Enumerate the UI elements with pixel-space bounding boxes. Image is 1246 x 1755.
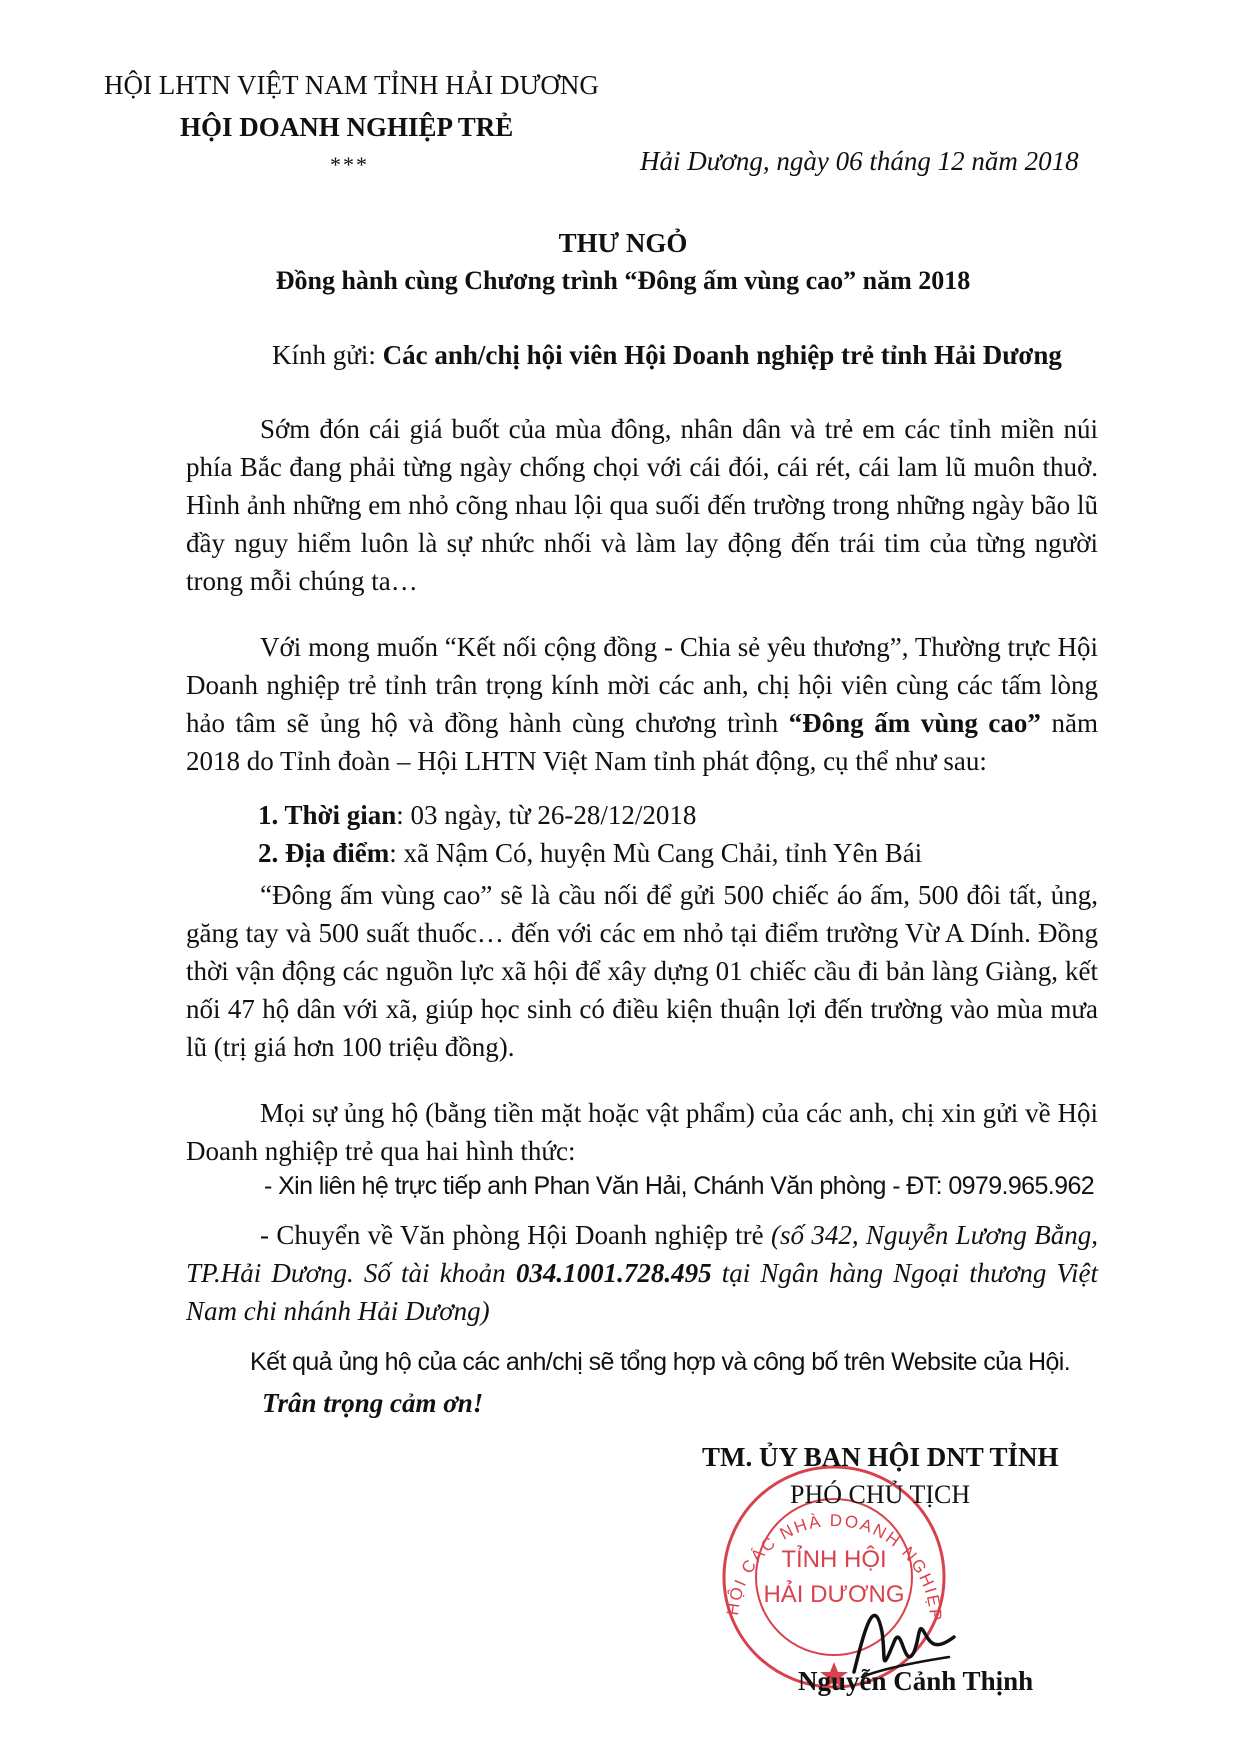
program-name: “Đông ấm vùng cao”: [788, 708, 1041, 738]
contact-line: - Xin liên hệ trực tiếp anh Phan Văn Hải, Chánh Văn phòng - ĐT: 0979.965.962: [264, 1172, 1095, 1200]
seal-center-line-1: TỈNH HỘI: [781, 1546, 887, 1573]
recipient-value: Các anh/chị hội viên Hội Doanh nghiệp trẻ tỉnh Hải Dương: [382, 340, 1062, 370]
place-value: : xã Nậm Có, huyện Mù Cang Chải, tỉnh Yên Bái: [389, 838, 923, 868]
transfer-address: (số 342, Nguyễn Lương Bằng, TP.Hải Dương. Số tài khoản: [186, 1220, 1098, 1288]
org-line-2: HỘI DOANH NGHIỆP TRẺ: [180, 112, 514, 142]
time-label: 1. Thời gian: [258, 800, 397, 830]
signer-name: Nguyễn Cảnh Thịnh: [798, 1666, 1034, 1696]
transfer-bank: tại Ngân hàng Ngoại thương Việt Nam chi nhánh Hải Dương): [186, 1258, 1098, 1326]
time-item: [258, 800, 696, 831]
paragraph-invitation: [186, 628, 1098, 780]
result-line: Kết quả ủng hộ của các anh/chị sẽ tổng hợp và công bố trên Website của Hội.: [250, 1348, 1071, 1376]
letter-subtitle: Đồng hành cùng Chương trình “Đông ấm vùng cao” năm 2018: [275, 266, 971, 295]
transfer-text: - Chuyển về Văn phòng Hội Doanh nghiệp trẻ: [260, 1220, 771, 1250]
paragraph-intro: Sớm đón cái giá buốt của mùa đông, nhân dân và trẻ em các tỉnh miền núi phía Bắc đang phải từng ngày chống chọi với cái đói, cái rét, cái lam lũ muôn thuở. Hình ảnh những em nhỏ cõng nhau lội qua suối đến trường trong những ngày bão lũ đầy nguy hiểm luôn là sự nhức nhối và làm lay động đến trái tim của từng người trong mỗi chúng ta…: [186, 414, 1098, 596]
recipient-label: Kính gửi:: [272, 340, 383, 370]
place-label: 2. Địa điểm: [258, 838, 390, 868]
paragraph-transfer: [186, 1216, 1098, 1330]
thanks-line: Trân trọng cảm ơn!: [262, 1388, 484, 1418]
paragraph-details: “Đông ấm vùng cao” sẽ là cầu nối để gửi 500 chiếc áo ấm, 500 đôi tất, ủng, găng tay và 500 suất thuốc… đến với các em nhỏ tại điểm trường Vừ A Dính. Đồng thời vận động các nguồn lực xã hội để xây dựng 01 chiếc cầu đi bản làng Giàng, kết nối 47 hộ dân với xã, giúp học sinh có điều kiện thuận lợi đến trường vào mùa mưa lũ (trị giá hơn 100 triệu đồng).: [186, 880, 1098, 1062]
place-item: [258, 838, 922, 869]
recipient-line: [272, 340, 1062, 371]
signature-title: PHÓ CHỦ TỊCH: [790, 1480, 971, 1509]
header-stars: ***: [330, 152, 369, 177]
seal-ring-text: HỘI CÁC NHÀ DOANH NGHIỆP: [723, 1510, 946, 1623]
signature-org: TM. ỦY BAN HỘI DNT TỈNH: [702, 1442, 1059, 1472]
seal-center-line-2: HẢI DƯƠNG: [763, 1581, 905, 1608]
time-value: : 03 ngày, từ 26-28/12/2018: [396, 800, 697, 830]
letter-date: Hải Dương, ngày 06 tháng 12 năm 2018: [640, 146, 1079, 176]
invitation-text-b: năm 2018 do Tỉnh đoàn – Hội LHTN Việt Nam tỉnh phát động, cụ thể như sau:: [186, 708, 1098, 776]
letter-title: THƯ NGỎ: [558, 228, 688, 258]
account-number: 034.1001.728.495: [515, 1258, 712, 1288]
paragraph-donation: Mọi sự ủng hộ (bằng tiền mặt hoặc vật phẩm) của các anh, chị xin gửi về Hội Doanh nghiệp trẻ qua hai hình thức:: [186, 1098, 1098, 1166]
org-line-1: HỘI LHTN VIỆT NAM TỈNH HẢI DƯƠNG: [104, 70, 599, 100]
invitation-text-a: Với mong muốn “Kết nối cộng đồng - Chia sẻ yêu thương”, Thường trực Hội Doanh nghiệp trẻ tỉnh trân trọng kính mời các anh, chị hội viên cùng các tấm lòng hảo tâm sẽ ủng hộ và đồng hành cùng chương trình: [186, 632, 1098, 738]
